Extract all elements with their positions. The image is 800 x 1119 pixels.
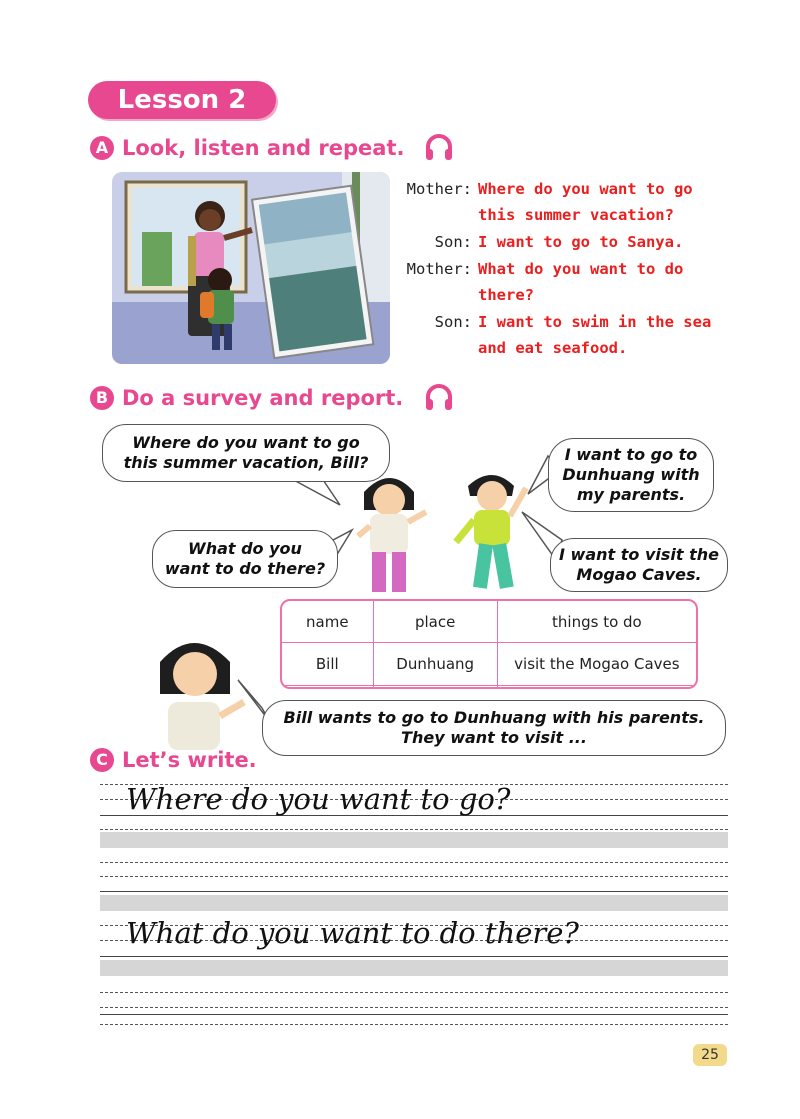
table-row bbox=[282, 686, 696, 687]
handwritten-sentence-1: Where do you want to go? bbox=[126, 782, 511, 816]
writing-guide-line[interactable] bbox=[100, 992, 728, 993]
table-cell: Dunhuang bbox=[373, 643, 497, 686]
section-c-badge: C bbox=[90, 748, 114, 772]
dialogue-speaker-mother-2: Mother: bbox=[406, 260, 472, 278]
section-a-title: Look, listen and repeat. bbox=[122, 136, 405, 160]
bubble-text: Bill wants to go to Dunhuang with his parents. bbox=[283, 708, 705, 727]
survey-table bbox=[280, 599, 698, 689]
writing-base-line[interactable] bbox=[100, 891, 728, 892]
girl-figure bbox=[352, 470, 428, 600]
handwritten-sentence-2: What do you want to do there? bbox=[126, 916, 579, 950]
bubble-text: my parents. bbox=[576, 485, 686, 504]
bubble-text: Where do you want to go bbox=[132, 433, 360, 452]
bubble-answer-2 bbox=[550, 538, 728, 592]
page-number: 25 bbox=[693, 1044, 727, 1066]
writing-shaded-band bbox=[100, 832, 728, 848]
dialogue-line: this summer vacation? bbox=[478, 206, 674, 224]
writing-guide-line[interactable] bbox=[100, 876, 728, 877]
bubble-text: this summer vacation, Bill? bbox=[123, 453, 369, 472]
boy-figure bbox=[452, 468, 538, 594]
dialogue-line: I want to go to Sanya. bbox=[478, 233, 684, 251]
writing-guide-line bbox=[100, 829, 728, 830]
bubble-question-2 bbox=[152, 530, 338, 588]
table-header: place bbox=[373, 601, 497, 643]
table-cell: Bill bbox=[282, 643, 373, 686]
dialogue-line: and eat seafood. bbox=[478, 339, 628, 357]
section-a-badge: A bbox=[90, 136, 114, 160]
table-cell[interactable] bbox=[497, 686, 696, 687]
dialogue-line: there? bbox=[478, 286, 534, 304]
dialogue-line: What do you want to do bbox=[478, 260, 684, 278]
bubble-question-1 bbox=[102, 424, 390, 482]
writing-guide-line[interactable] bbox=[100, 1024, 728, 1025]
dialogue-speaker-son-1: Son: bbox=[434, 233, 472, 251]
bubble-text: I want to visit the bbox=[559, 545, 719, 564]
table-cell[interactable] bbox=[282, 686, 373, 687]
table-header-row bbox=[282, 601, 696, 643]
bubble-report bbox=[262, 700, 726, 756]
writing-guide-line[interactable] bbox=[100, 1007, 728, 1008]
bubble-text: I want to go to bbox=[564, 445, 698, 464]
reporting-girl-figure bbox=[150, 632, 246, 750]
writing-base-line[interactable] bbox=[100, 1014, 728, 1015]
dialogue-speaker-mother-1: Mother: bbox=[406, 180, 472, 198]
bubble-text: They want to visit ... bbox=[401, 728, 587, 747]
dialogue-line: I want to swim in the sea bbox=[478, 313, 712, 331]
section-b-title: Do a survey and report. bbox=[122, 386, 404, 410]
writing-guide-line[interactable] bbox=[100, 862, 728, 863]
table-row bbox=[282, 643, 696, 686]
section-b-badge: B bbox=[90, 386, 114, 410]
table-cell: visit the Mogao Caves bbox=[497, 643, 696, 686]
dialogue-line: Where do you want to go bbox=[478, 180, 693, 198]
writing-base-line bbox=[100, 956, 728, 957]
lesson-title: Lesson 2 bbox=[88, 81, 276, 119]
writing-shaded-band bbox=[100, 895, 728, 911]
bubble-text: What do you bbox=[188, 539, 302, 558]
bubble-text: Mogao Caves. bbox=[576, 565, 702, 584]
table-header: name bbox=[282, 601, 373, 643]
bubble-text: want to do there? bbox=[164, 559, 326, 578]
bubble-text: Dunhuang with bbox=[562, 465, 700, 484]
table-cell[interactable] bbox=[373, 686, 497, 687]
section-c-title: Let’s write. bbox=[122, 748, 257, 772]
writing-shaded-band bbox=[100, 960, 728, 976]
dialogue-speaker-son-2: Son: bbox=[434, 313, 472, 331]
bubble-answer-1 bbox=[548, 438, 714, 512]
table-header: things to do bbox=[497, 601, 696, 643]
